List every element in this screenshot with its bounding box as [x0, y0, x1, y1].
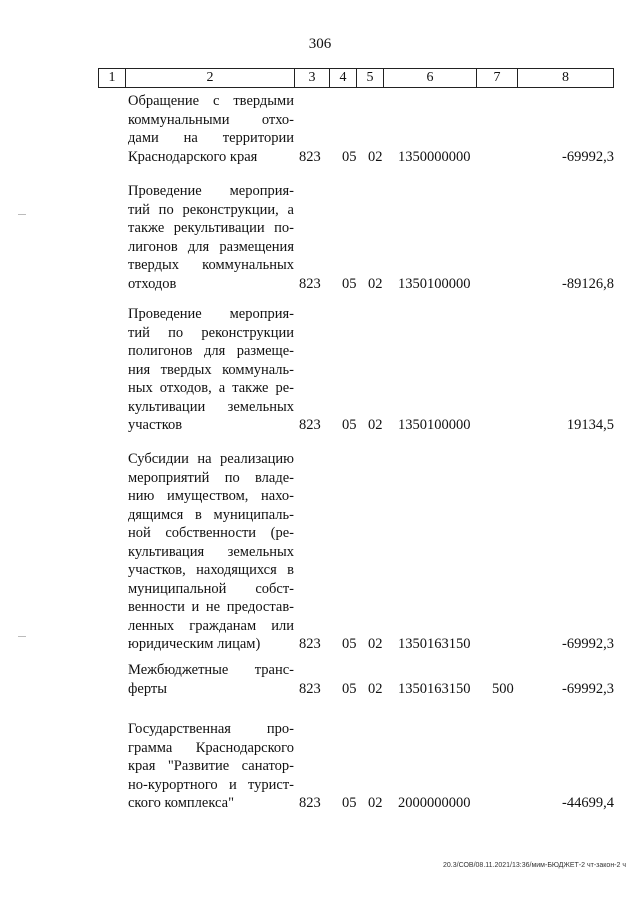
row-description [128, 450, 294, 654]
description-line: Обращение с твердыми [128, 93, 294, 109]
page-number: 306 [308, 36, 332, 52]
cell-c3: 823 [299, 795, 321, 811]
cell-c3: 823 [299, 636, 321, 652]
cell-c4: 05 [342, 148, 357, 165]
description-line: участков, находящихся в [128, 562, 294, 578]
description-line: края "Развитие санатор- [128, 758, 294, 774]
cell-c8: -69992,3 [562, 148, 614, 165]
description-line: мероприятий по владе- [128, 469, 294, 486]
cell-c8: -69992,3 [562, 680, 614, 697]
header-col-7: 7 [477, 69, 518, 88]
row-description [128, 720, 294, 813]
cell-c4: 05 [342, 680, 357, 697]
description-line: культивация земельных [128, 543, 294, 560]
cell-c5: 02 [368, 680, 383, 697]
description-line: дящимся в муниципаль- [128, 506, 294, 523]
cell-c4: 05 [342, 795, 357, 811]
description-line: муниципальной собст- [128, 580, 294, 597]
description-line: ных отходов, а также ре- [128, 380, 294, 396]
description-line: венности и не предостав- [128, 599, 294, 615]
margin-mark [18, 636, 26, 637]
description-line: полигонов для размеще- [128, 343, 294, 359]
header-col-4: 4 [330, 69, 357, 88]
description-line: грамма Краснодарского [128, 739, 294, 756]
header-col-6: 6 [384, 69, 477, 88]
cell-c6: 1350000000 [398, 148, 471, 165]
cell-c3: 823 [299, 275, 321, 292]
description-line: Проведение мероприя- [128, 306, 294, 322]
description-line: ского комплекса" [128, 795, 234, 811]
cell-c3: 823 [299, 148, 321, 165]
description-line: ния твердых коммуналь- [128, 361, 294, 378]
description-line: Субсидии на реализацию [128, 451, 294, 467]
row-description [128, 661, 294, 698]
description-line: твердых коммунальных [128, 257, 294, 273]
description-line: ферты [128, 680, 167, 697]
cell-c6: 1350100000 [398, 417, 471, 433]
cell-c6: 1350163150 [398, 636, 471, 652]
row-description [128, 305, 294, 435]
description-line: Межбюджетные транс- [128, 662, 294, 678]
cell-c4: 05 [342, 417, 357, 433]
cell-c8: -89126,8 [562, 275, 614, 292]
description-line: дами на территории [128, 130, 294, 146]
description-line: Проведение мероприя- [128, 183, 294, 199]
header-col-1: 1 [99, 69, 126, 88]
description-line: отходов [128, 275, 177, 292]
cell-c5: 02 [368, 636, 383, 652]
description-line: ленных гражданам или [128, 617, 294, 634]
header-col-3: 3 [295, 69, 330, 88]
description-line: Краснодарского края [128, 148, 258, 165]
footer-stamp: 20.3/СОВ/08.11.2021/13:36/мим-БЮДЖЕТ-2 чт-закон-2 ч [443, 862, 626, 869]
cell-c3: 823 [299, 680, 321, 697]
table-header [98, 68, 614, 88]
header-col-2: 2 [126, 69, 295, 88]
cell-c6: 1350100000 [398, 275, 471, 292]
cell-c5: 02 [368, 148, 383, 165]
description-line: лигонов для размещения [128, 238, 294, 255]
description-line: коммунальными отхо- [128, 111, 294, 128]
description-line: также рекультивации по- [128, 220, 294, 236]
description-line: ной собственности (ре- [128, 525, 294, 541]
row-description [128, 92, 294, 166]
description-line: тий по реконструкции [128, 324, 294, 341]
row-description [128, 182, 294, 293]
cell-c5: 02 [368, 795, 383, 811]
description-line: Государственная про- [128, 721, 294, 737]
cell-c3: 823 [299, 417, 321, 433]
cell-c8: -69992,3 [562, 636, 614, 652]
description-line: но-курортного и турист- [128, 776, 294, 793]
cell-c7: 500 [492, 680, 514, 697]
margin-mark [18, 214, 26, 215]
header-col-5: 5 [357, 69, 384, 88]
description-line: участков [128, 417, 183, 433]
cell-c8: 19134,5 [566, 417, 614, 433]
cell-c4: 05 [342, 275, 357, 292]
cell-c5: 02 [368, 275, 383, 292]
description-line: культивации земельных [128, 398, 294, 415]
cell-c6: 2000000000 [398, 795, 471, 811]
cell-c6: 1350163150 [398, 680, 471, 697]
description-line: нию имуществом, нахо- [128, 488, 294, 504]
description-line: тий по реконструкции, а [128, 201, 294, 218]
description-line: юридическим лицам) [128, 636, 261, 652]
cell-c8: -44699,4 [562, 795, 614, 811]
header-col-8: 8 [518, 69, 614, 88]
cell-c4: 05 [342, 636, 357, 652]
cell-c5: 02 [368, 417, 383, 433]
